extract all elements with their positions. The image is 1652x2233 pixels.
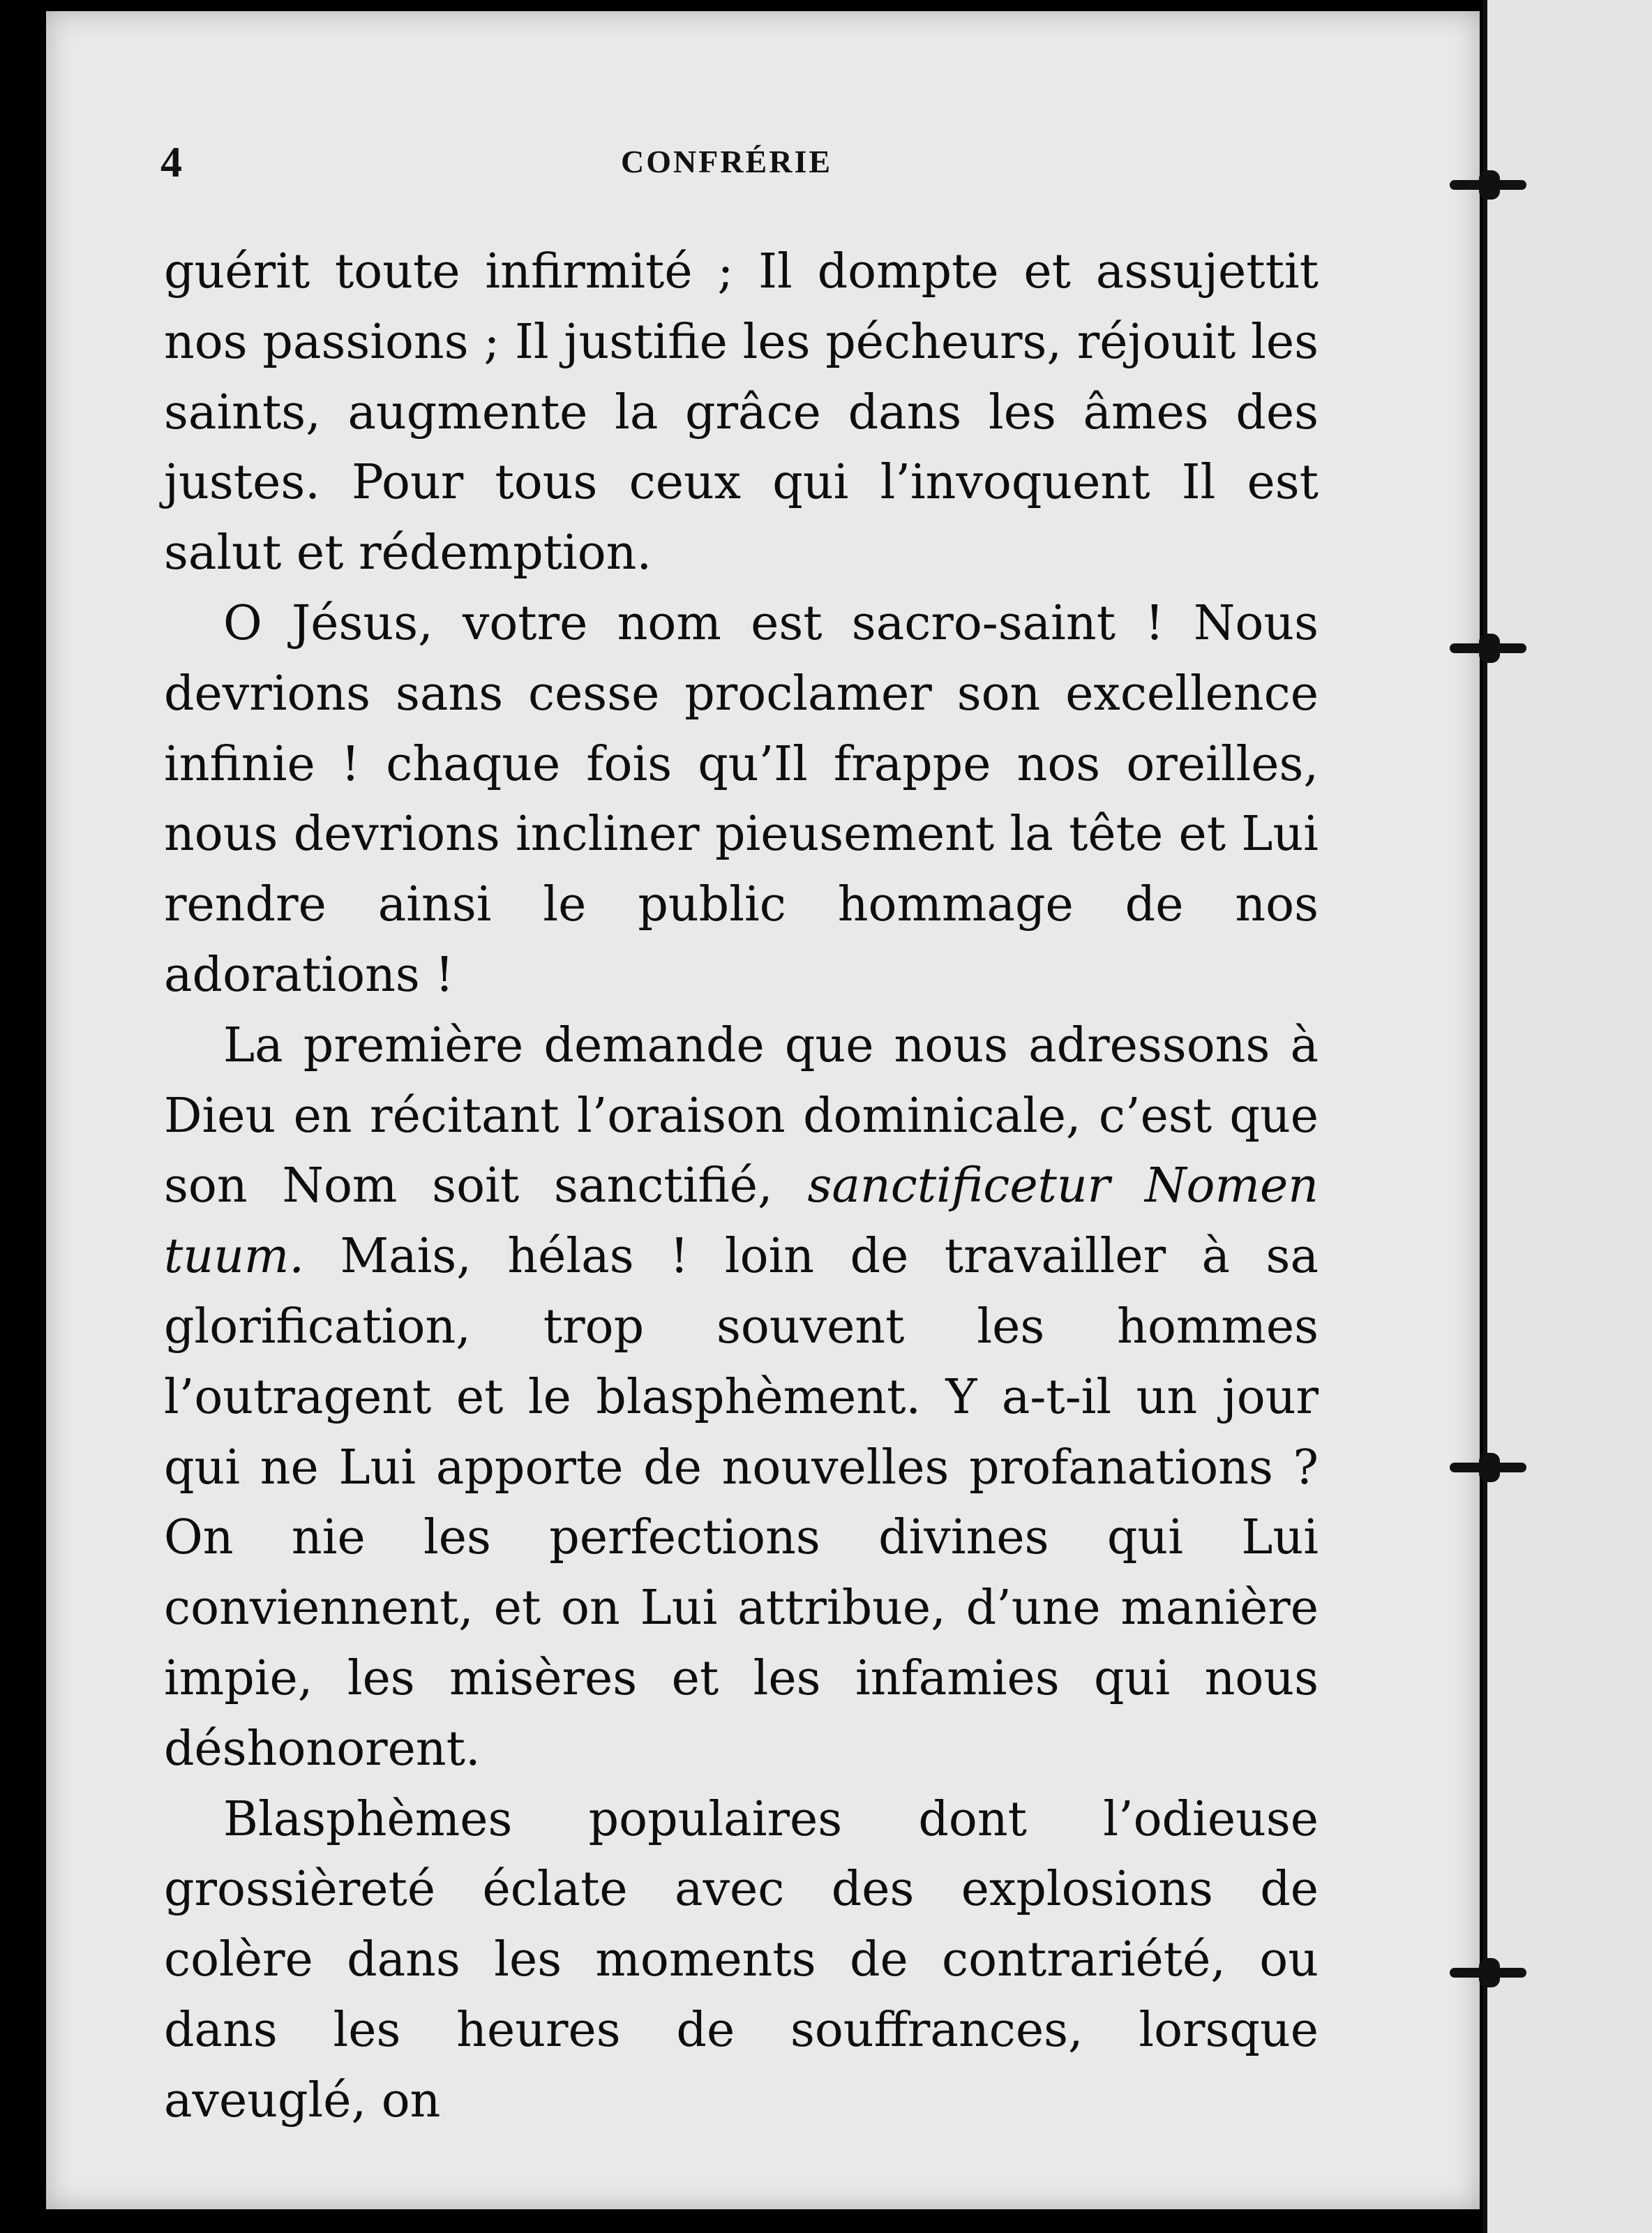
body-text (164, 237, 1319, 2137)
paragraph-2: O Jésus, votre nom est sacro-saint ! Nous devrions sans cesse proclamer son excellence infinie ! chaque fois qu’Il frappe nos oreilles, nous devrions incliner pieusement la tête et Lui rendre ainsi le public hommage de nos adorations ! (164, 595, 1319, 1003)
page-number: 4 (160, 139, 182, 186)
binding-stitch (1450, 1463, 1526, 1472)
paragraph-4: Blasphèmes populaires dont l’odieuse grossièreté éclate avec des explosions de colère dans les moments de contrariété, ou dans les heures de souffrances, lorsque aveuglé, on (164, 1791, 1319, 2128)
latin-quotation: sanctificetur Nomen tuum. (164, 1158, 1319, 1285)
paragraph-3-start: La première demande que nous adressons à Dieu en récitant l’oraison dominicale, c’est que son Nom soit sanctifié, (164, 1017, 1319, 1214)
binding-stitch (1450, 180, 1526, 190)
binding-stitch (1450, 1968, 1526, 1978)
paragraph-3 (164, 1011, 1319, 1785)
binding-stitch (1450, 643, 1526, 653)
running-title: CONFRÉRIE (621, 144, 833, 179)
paragraph-3-end: Mais, hélas ! loin de travailler à sa glorification, trop souvent les hommes l’outragent et le blasphèment. Y a-t-il un jour qui ne Lui apporte de nouvelles profanations ? On nie les perfections divines qui Lui conviennent, et on Lui attribue, d’une manière impie, les misères et les infamies qui nous déshonorent. (164, 1229, 1319, 1777)
adjacent-page-strip (1487, 0, 1652, 2233)
running-head (160, 138, 1319, 187)
paragraph-1: guérit toute infirmité ; Il dompte et assujettit nos passions ; Il justifie les pécheurs, réjouit les saints, augmente la grâce dans les âmes des justes. Pour tous ceux qui l’invoquent Il est salut et rédemption. (164, 244, 1319, 581)
